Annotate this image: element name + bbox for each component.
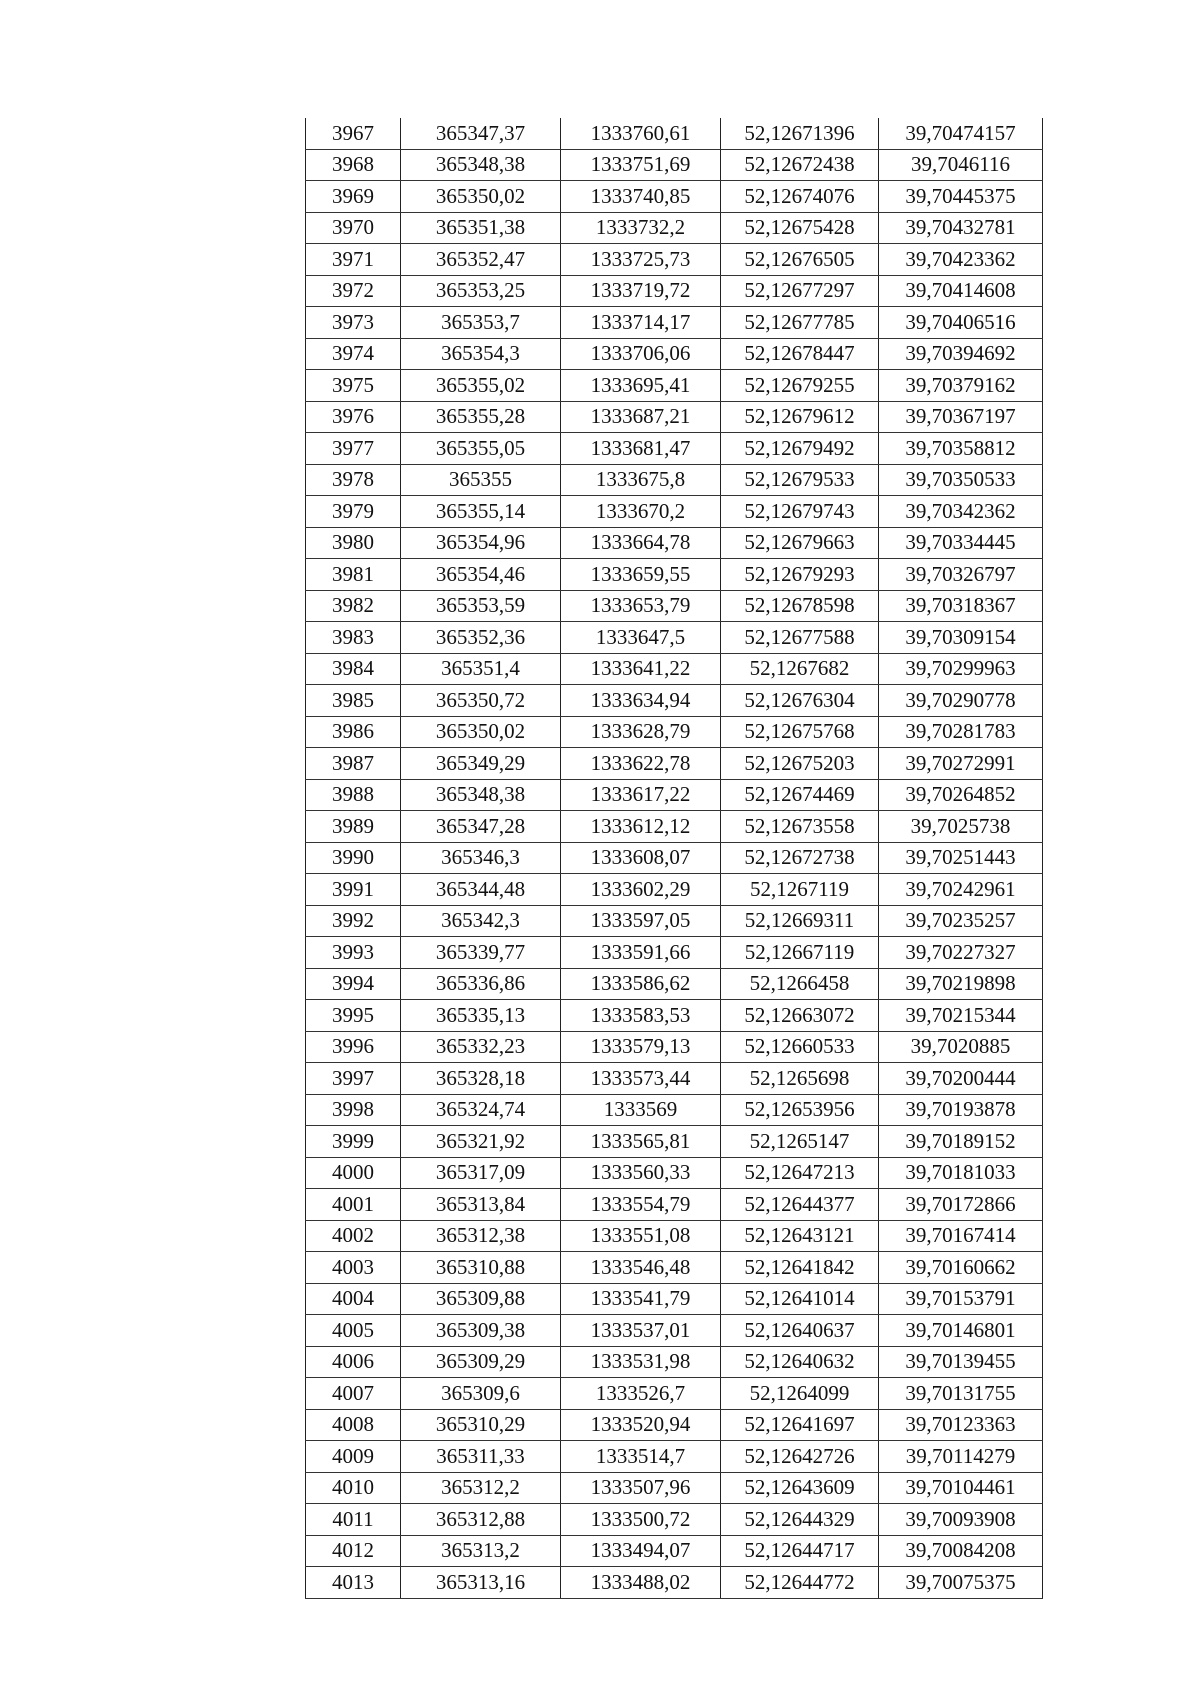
x-coordinate-cell: 365348,38 — [401, 779, 561, 811]
longitude-cell: 39,70075375 — [879, 1567, 1043, 1599]
y-coordinate-cell: 1333494,07 — [561, 1535, 721, 1567]
latitude-cell: 52,1267119 — [721, 874, 879, 906]
point-number-cell: 3975 — [306, 370, 401, 402]
table-row — [306, 275, 1043, 307]
table-row — [306, 685, 1043, 717]
point-number-cell: 3991 — [306, 874, 401, 906]
table-row — [306, 1063, 1043, 1095]
point-number-cell: 3993 — [306, 937, 401, 969]
point-number-cell: 3986 — [306, 716, 401, 748]
table-row — [306, 1567, 1043, 1599]
table-row — [306, 1504, 1043, 1536]
latitude-cell: 52,12643121 — [721, 1220, 879, 1252]
longitude-cell: 39,70114279 — [879, 1441, 1043, 1473]
y-coordinate-cell: 1333608,07 — [561, 842, 721, 874]
longitude-cell: 39,70474157 — [879, 118, 1043, 149]
y-coordinate-cell: 1333602,29 — [561, 874, 721, 906]
x-coordinate-cell: 365317,09 — [401, 1157, 561, 1189]
longitude-cell: 39,70281783 — [879, 716, 1043, 748]
latitude-cell: 52,12642726 — [721, 1441, 879, 1473]
x-coordinate-cell: 365336,86 — [401, 968, 561, 1000]
x-coordinate-cell: 365313,84 — [401, 1189, 561, 1221]
latitude-cell: 52,12677588 — [721, 622, 879, 654]
table-row — [306, 1220, 1043, 1252]
latitude-cell: 52,12677297 — [721, 275, 879, 307]
x-coordinate-cell: 365355,28 — [401, 401, 561, 433]
latitude-cell: 52,12672738 — [721, 842, 879, 874]
point-number-cell: 3985 — [306, 685, 401, 717]
y-coordinate-cell: 1333647,5 — [561, 622, 721, 654]
table-row — [306, 244, 1043, 276]
y-coordinate-cell: 1333670,2 — [561, 496, 721, 528]
x-coordinate-cell: 365347,37 — [401, 118, 561, 149]
x-coordinate-cell: 365354,46 — [401, 559, 561, 591]
y-coordinate-cell: 1333725,73 — [561, 244, 721, 276]
y-coordinate-cell: 1333560,33 — [561, 1157, 721, 1189]
longitude-cell: 39,70423362 — [879, 244, 1043, 276]
point-number-cell: 3980 — [306, 527, 401, 559]
y-coordinate-cell: 1333695,41 — [561, 370, 721, 402]
table-row — [306, 1126, 1043, 1158]
point-number-cell: 4002 — [306, 1220, 401, 1252]
x-coordinate-cell: 365347,28 — [401, 811, 561, 843]
table-row — [306, 1441, 1043, 1473]
x-coordinate-cell: 365313,2 — [401, 1535, 561, 1567]
x-coordinate-cell: 365352,47 — [401, 244, 561, 276]
point-number-cell: 3997 — [306, 1063, 401, 1095]
latitude-cell: 52,12663072 — [721, 1000, 879, 1032]
point-number-cell: 4000 — [306, 1157, 401, 1189]
longitude-cell: 39,70084208 — [879, 1535, 1043, 1567]
latitude-cell: 52,12644377 — [721, 1189, 879, 1221]
x-coordinate-cell: 365353,25 — [401, 275, 561, 307]
table-row — [306, 842, 1043, 874]
latitude-cell: 52,12640632 — [721, 1346, 879, 1378]
point-number-cell: 3978 — [306, 464, 401, 496]
point-number-cell: 3996 — [306, 1031, 401, 1063]
x-coordinate-cell: 365351,4 — [401, 653, 561, 685]
longitude-cell: 39,70379162 — [879, 370, 1043, 402]
point-number-cell: 3992 — [306, 905, 401, 937]
y-coordinate-cell: 1333719,72 — [561, 275, 721, 307]
longitude-cell: 39,70242961 — [879, 874, 1043, 906]
x-coordinate-cell: 365355,02 — [401, 370, 561, 402]
table-row — [306, 1472, 1043, 1504]
point-number-cell: 3983 — [306, 622, 401, 654]
longitude-cell: 39,70200444 — [879, 1063, 1043, 1095]
point-number-cell: 3972 — [306, 275, 401, 307]
table-row — [306, 149, 1043, 181]
latitude-cell: 52,12675428 — [721, 212, 879, 244]
x-coordinate-cell: 365350,02 — [401, 716, 561, 748]
longitude-cell: 39,70406516 — [879, 307, 1043, 339]
y-coordinate-cell: 1333622,78 — [561, 748, 721, 780]
x-coordinate-cell: 365328,18 — [401, 1063, 561, 1095]
longitude-cell: 39,70264852 — [879, 779, 1043, 811]
x-coordinate-cell: 365332,23 — [401, 1031, 561, 1063]
y-coordinate-cell: 1333526,7 — [561, 1378, 721, 1410]
point-number-cell: 3967 — [306, 118, 401, 149]
latitude-cell: 52,12675768 — [721, 716, 879, 748]
table-row — [306, 937, 1043, 969]
table-row — [306, 590, 1043, 622]
x-coordinate-cell: 365312,88 — [401, 1504, 561, 1536]
latitude-cell: 52,12641842 — [721, 1252, 879, 1284]
point-number-cell: 3968 — [306, 149, 401, 181]
x-coordinate-cell: 365350,72 — [401, 685, 561, 717]
point-number-cell: 3999 — [306, 1126, 401, 1158]
latitude-cell: 52,12673558 — [721, 811, 879, 843]
latitude-cell: 52,1265698 — [721, 1063, 879, 1095]
point-number-cell: 3969 — [306, 181, 401, 213]
x-coordinate-cell: 365335,13 — [401, 1000, 561, 1032]
y-coordinate-cell: 1333554,79 — [561, 1189, 721, 1221]
point-number-cell: 4010 — [306, 1472, 401, 1504]
x-coordinate-cell: 365324,74 — [401, 1094, 561, 1126]
y-coordinate-cell: 1333514,7 — [561, 1441, 721, 1473]
y-coordinate-cell: 1333664,78 — [561, 527, 721, 559]
point-number-cell: 3981 — [306, 559, 401, 591]
latitude-cell: 52,12676505 — [721, 244, 879, 276]
x-coordinate-cell: 365309,38 — [401, 1315, 561, 1347]
x-coordinate-cell: 365355,05 — [401, 433, 561, 465]
x-coordinate-cell: 365312,38 — [401, 1220, 561, 1252]
longitude-cell: 39,70181033 — [879, 1157, 1043, 1189]
point-number-cell: 3971 — [306, 244, 401, 276]
longitude-cell: 39,70172866 — [879, 1189, 1043, 1221]
latitude-cell: 52,12678598 — [721, 590, 879, 622]
longitude-cell: 39,70093908 — [879, 1504, 1043, 1536]
y-coordinate-cell: 1333541,79 — [561, 1283, 721, 1315]
longitude-cell: 39,70272991 — [879, 748, 1043, 780]
longitude-cell: 39,70167414 — [879, 1220, 1043, 1252]
x-coordinate-cell: 365349,29 — [401, 748, 561, 780]
point-number-cell: 4009 — [306, 1441, 401, 1473]
y-coordinate-cell: 1333591,66 — [561, 937, 721, 969]
latitude-cell: 52,12667119 — [721, 937, 879, 969]
table-row — [306, 527, 1043, 559]
x-coordinate-cell: 365342,3 — [401, 905, 561, 937]
longitude-cell: 39,70290778 — [879, 685, 1043, 717]
longitude-cell: 39,70334445 — [879, 527, 1043, 559]
latitude-cell: 52,12672438 — [721, 149, 879, 181]
longitude-cell: 39,70299963 — [879, 653, 1043, 685]
latitude-cell: 52,12679533 — [721, 464, 879, 496]
y-coordinate-cell: 1333706,06 — [561, 338, 721, 370]
x-coordinate-cell: 365309,29 — [401, 1346, 561, 1378]
y-coordinate-cell: 1333687,21 — [561, 401, 721, 433]
table-row — [306, 1378, 1043, 1410]
latitude-cell: 52,12641697 — [721, 1409, 879, 1441]
latitude-cell: 52,12643609 — [721, 1472, 879, 1504]
table-row — [306, 716, 1043, 748]
x-coordinate-cell: 365339,77 — [401, 937, 561, 969]
y-coordinate-cell: 1333586,62 — [561, 968, 721, 1000]
longitude-cell: 39,70358812 — [879, 433, 1043, 465]
point-number-cell: 3977 — [306, 433, 401, 465]
table-row — [306, 1346, 1043, 1378]
coordinates-table — [305, 118, 1043, 1599]
table-row — [306, 370, 1043, 402]
x-coordinate-cell: 365352,36 — [401, 622, 561, 654]
y-coordinate-cell: 1333634,94 — [561, 685, 721, 717]
table-row — [306, 1252, 1043, 1284]
table-row — [306, 559, 1043, 591]
x-coordinate-cell: 365348,38 — [401, 149, 561, 181]
table-row — [306, 1535, 1043, 1567]
longitude-cell: 39,70104461 — [879, 1472, 1043, 1504]
x-coordinate-cell: 365353,7 — [401, 307, 561, 339]
longitude-cell: 39,70350533 — [879, 464, 1043, 496]
point-number-cell: 3990 — [306, 842, 401, 874]
x-coordinate-cell: 365355 — [401, 464, 561, 496]
y-coordinate-cell: 1333740,85 — [561, 181, 721, 213]
latitude-cell: 52,12644329 — [721, 1504, 879, 1536]
latitude-cell: 52,12679612 — [721, 401, 879, 433]
table-row — [306, 622, 1043, 654]
table-row — [306, 1283, 1043, 1315]
point-number-cell: 4007 — [306, 1378, 401, 1410]
point-number-cell: 4006 — [306, 1346, 401, 1378]
point-number-cell: 4005 — [306, 1315, 401, 1347]
latitude-cell: 52,12676304 — [721, 685, 879, 717]
table-row — [306, 338, 1043, 370]
longitude-cell: 39,70153791 — [879, 1283, 1043, 1315]
x-coordinate-cell: 365313,16 — [401, 1567, 561, 1599]
table-row — [306, 905, 1043, 937]
point-number-cell: 3988 — [306, 779, 401, 811]
point-number-cell: 3982 — [306, 590, 401, 622]
point-number-cell: 3989 — [306, 811, 401, 843]
table-row — [306, 748, 1043, 780]
longitude-cell: 39,70131755 — [879, 1378, 1043, 1410]
latitude-cell: 52,12679293 — [721, 559, 879, 591]
table-row — [306, 1157, 1043, 1189]
latitude-cell: 52,12674469 — [721, 779, 879, 811]
y-coordinate-cell: 1333681,47 — [561, 433, 721, 465]
longitude-cell: 39,70219898 — [879, 968, 1043, 1000]
table-row — [306, 779, 1043, 811]
longitude-cell: 39,70215344 — [879, 1000, 1043, 1032]
point-number-cell: 3987 — [306, 748, 401, 780]
x-coordinate-cell: 365354,96 — [401, 527, 561, 559]
point-number-cell: 3998 — [306, 1094, 401, 1126]
y-coordinate-cell: 1333751,69 — [561, 149, 721, 181]
point-number-cell: 4013 — [306, 1567, 401, 1599]
table-row — [306, 464, 1043, 496]
y-coordinate-cell: 1333488,02 — [561, 1567, 721, 1599]
point-number-cell: 4011 — [306, 1504, 401, 1536]
x-coordinate-cell: 365355,14 — [401, 496, 561, 528]
table-row — [306, 1409, 1043, 1441]
point-number-cell: 4003 — [306, 1252, 401, 1284]
latitude-cell: 52,12677785 — [721, 307, 879, 339]
longitude-cell: 39,70251443 — [879, 842, 1043, 874]
point-number-cell: 4004 — [306, 1283, 401, 1315]
latitude-cell: 52,1264099 — [721, 1378, 879, 1410]
latitude-cell: 52,12679663 — [721, 527, 879, 559]
x-coordinate-cell: 365310,88 — [401, 1252, 561, 1284]
table-row — [306, 1000, 1043, 1032]
table-row — [306, 653, 1043, 685]
table-row — [306, 433, 1043, 465]
y-coordinate-cell: 1333573,44 — [561, 1063, 721, 1095]
x-coordinate-cell: 365354,3 — [401, 338, 561, 370]
longitude-cell: 39,7020885 — [879, 1031, 1043, 1063]
point-number-cell: 4008 — [306, 1409, 401, 1441]
y-coordinate-cell: 1333583,53 — [561, 1000, 721, 1032]
latitude-cell: 52,12660533 — [721, 1031, 879, 1063]
table-row — [306, 1094, 1043, 1126]
latitude-cell: 52,12671396 — [721, 118, 879, 149]
y-coordinate-cell: 1333565,81 — [561, 1126, 721, 1158]
x-coordinate-cell: 365351,38 — [401, 212, 561, 244]
longitude-cell: 39,70318367 — [879, 590, 1043, 622]
latitude-cell: 52,12679743 — [721, 496, 879, 528]
latitude-cell: 52,12641014 — [721, 1283, 879, 1315]
table-row — [306, 118, 1043, 149]
latitude-cell: 52,1266458 — [721, 968, 879, 1000]
table-row — [306, 212, 1043, 244]
table-row — [306, 811, 1043, 843]
x-coordinate-cell: 365350,02 — [401, 181, 561, 213]
table-row — [306, 181, 1043, 213]
x-coordinate-cell: 365353,59 — [401, 590, 561, 622]
latitude-cell: 52,12640637 — [721, 1315, 879, 1347]
longitude-cell: 39,70193878 — [879, 1094, 1043, 1126]
latitude-cell: 52,12675203 — [721, 748, 879, 780]
point-number-cell: 3979 — [306, 496, 401, 528]
longitude-cell: 39,70445375 — [879, 181, 1043, 213]
y-coordinate-cell: 1333520,94 — [561, 1409, 721, 1441]
y-coordinate-cell: 1333507,96 — [561, 1472, 721, 1504]
x-coordinate-cell: 365344,48 — [401, 874, 561, 906]
longitude-cell: 39,70342362 — [879, 496, 1043, 528]
y-coordinate-cell: 1333732,2 — [561, 212, 721, 244]
longitude-cell: 39,70309154 — [879, 622, 1043, 654]
table-row — [306, 1189, 1043, 1221]
point-number-cell: 3995 — [306, 1000, 401, 1032]
latitude-cell: 52,12644717 — [721, 1535, 879, 1567]
longitude-cell: 39,70189152 — [879, 1126, 1043, 1158]
x-coordinate-cell: 365311,33 — [401, 1441, 561, 1473]
x-coordinate-cell: 365309,6 — [401, 1378, 561, 1410]
y-coordinate-cell: 1333612,12 — [561, 811, 721, 843]
y-coordinate-cell: 1333714,17 — [561, 307, 721, 339]
y-coordinate-cell: 1333628,79 — [561, 716, 721, 748]
latitude-cell: 52,12679255 — [721, 370, 879, 402]
longitude-cell: 39,7046116 — [879, 149, 1043, 181]
longitude-cell: 39,7025738 — [879, 811, 1043, 843]
longitude-cell: 39,70394692 — [879, 338, 1043, 370]
longitude-cell: 39,70432781 — [879, 212, 1043, 244]
y-coordinate-cell: 1333531,98 — [561, 1346, 721, 1378]
y-coordinate-cell: 1333760,61 — [561, 118, 721, 149]
coordinates-table-body — [306, 118, 1043, 1598]
point-number-cell: 3970 — [306, 212, 401, 244]
longitude-cell: 39,70160662 — [879, 1252, 1043, 1284]
table-row — [306, 1031, 1043, 1063]
y-coordinate-cell: 1333675,8 — [561, 464, 721, 496]
table-row — [306, 1315, 1043, 1347]
latitude-cell: 52,12669311 — [721, 905, 879, 937]
longitude-cell: 39,70326797 — [879, 559, 1043, 591]
table-row — [306, 401, 1043, 433]
table-row — [306, 874, 1043, 906]
point-number-cell: 3994 — [306, 968, 401, 1000]
point-number-cell: 3973 — [306, 307, 401, 339]
table-row — [306, 496, 1043, 528]
point-number-cell: 4001 — [306, 1189, 401, 1221]
x-coordinate-cell: 365346,3 — [401, 842, 561, 874]
latitude-cell: 52,1265147 — [721, 1126, 879, 1158]
longitude-cell: 39,70123363 — [879, 1409, 1043, 1441]
table-row — [306, 968, 1043, 1000]
point-number-cell: 3984 — [306, 653, 401, 685]
latitude-cell: 52,1267682 — [721, 653, 879, 685]
x-coordinate-cell: 365312,2 — [401, 1472, 561, 1504]
table-row — [306, 307, 1043, 339]
latitude-cell: 52,12678447 — [721, 338, 879, 370]
latitude-cell: 52,12674076 — [721, 181, 879, 213]
y-coordinate-cell: 1333569 — [561, 1094, 721, 1126]
x-coordinate-cell: 365309,88 — [401, 1283, 561, 1315]
x-coordinate-cell: 365321,92 — [401, 1126, 561, 1158]
y-coordinate-cell: 1333597,05 — [561, 905, 721, 937]
y-coordinate-cell: 1333617,22 — [561, 779, 721, 811]
x-coordinate-cell: 365310,29 — [401, 1409, 561, 1441]
longitude-cell: 39,70139455 — [879, 1346, 1043, 1378]
latitude-cell: 52,12647213 — [721, 1157, 879, 1189]
longitude-cell: 39,70227327 — [879, 937, 1043, 969]
y-coordinate-cell: 1333659,55 — [561, 559, 721, 591]
latitude-cell: 52,12679492 — [721, 433, 879, 465]
longitude-cell: 39,70235257 — [879, 905, 1043, 937]
y-coordinate-cell: 1333546,48 — [561, 1252, 721, 1284]
y-coordinate-cell: 1333641,22 — [561, 653, 721, 685]
longitude-cell: 39,70414608 — [879, 275, 1043, 307]
point-number-cell: 3976 — [306, 401, 401, 433]
point-number-cell: 4012 — [306, 1535, 401, 1567]
y-coordinate-cell: 1333551,08 — [561, 1220, 721, 1252]
latitude-cell: 52,12644772 — [721, 1567, 879, 1599]
y-coordinate-cell: 1333537,01 — [561, 1315, 721, 1347]
y-coordinate-cell: 1333653,79 — [561, 590, 721, 622]
y-coordinate-cell: 1333500,72 — [561, 1504, 721, 1536]
y-coordinate-cell: 1333579,13 — [561, 1031, 721, 1063]
latitude-cell: 52,12653956 — [721, 1094, 879, 1126]
longitude-cell: 39,70146801 — [879, 1315, 1043, 1347]
longitude-cell: 39,70367197 — [879, 401, 1043, 433]
point-number-cell: 3974 — [306, 338, 401, 370]
